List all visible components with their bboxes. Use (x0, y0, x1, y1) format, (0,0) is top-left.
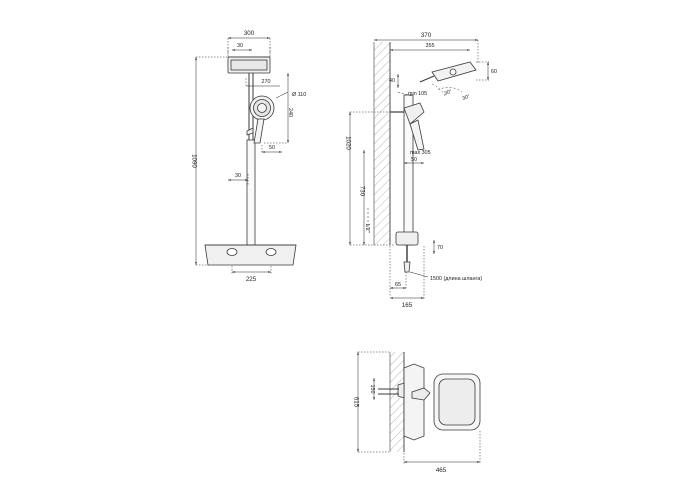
top-plan-view (378, 352, 480, 452)
dim-plan-inner-depth: 150 (369, 384, 375, 394)
dim-riser-height: 1020 (344, 136, 352, 150)
dim-angle-range-2: 30° (461, 93, 471, 102)
dim-bracket-offset: 50 (269, 145, 275, 151)
dim-base-depth-small: 65 (395, 282, 401, 288)
dim-hand-shower-diameter: Ø 110 (292, 92, 307, 98)
side-view-dimensions (350, 40, 489, 300)
dim-thread: 1/2" (364, 223, 370, 233)
dim-plan-depth: 615 (352, 396, 360, 408)
front-elevation-view (205, 45, 296, 265)
dim-max-clearance: max 305 (410, 150, 431, 156)
dim-head-depth: 270 (261, 79, 271, 85)
dim-head-projection: 355 (425, 43, 435, 49)
dim-hand-shower-offset: 240 (287, 108, 293, 117)
dim-head-width-outer: 300 (243, 30, 255, 37)
dim-wall-offset-top: 40 (389, 78, 395, 84)
dim-base-depth: 165 (401, 302, 413, 309)
dim-head-thickness: 60 (491, 69, 497, 75)
dim-head-width-inner: 30 (237, 43, 243, 49)
front-view-dimensions (196, 38, 288, 275)
dim-angle-range: 30° (443, 88, 453, 97)
dim-hose-length: 1500 (длина шланга) (430, 276, 483, 282)
dim-spout-projection: 70 (437, 245, 443, 251)
dim-overall-projection: 370 (420, 32, 432, 39)
dim-pipe-offset: 30 (235, 173, 241, 179)
dim-base-width: 225 (245, 276, 257, 283)
dim-plan-width: 465 (435, 467, 447, 474)
dim-min-clearance: min 105 (408, 91, 428, 97)
side-section-view (374, 42, 476, 272)
dim-total-height: 1090 (190, 154, 198, 168)
side-view-dimension-labels (345, 32, 498, 309)
dim-outlet-height: 730 (358, 185, 366, 197)
dim-bracket: 50 (411, 157, 417, 163)
